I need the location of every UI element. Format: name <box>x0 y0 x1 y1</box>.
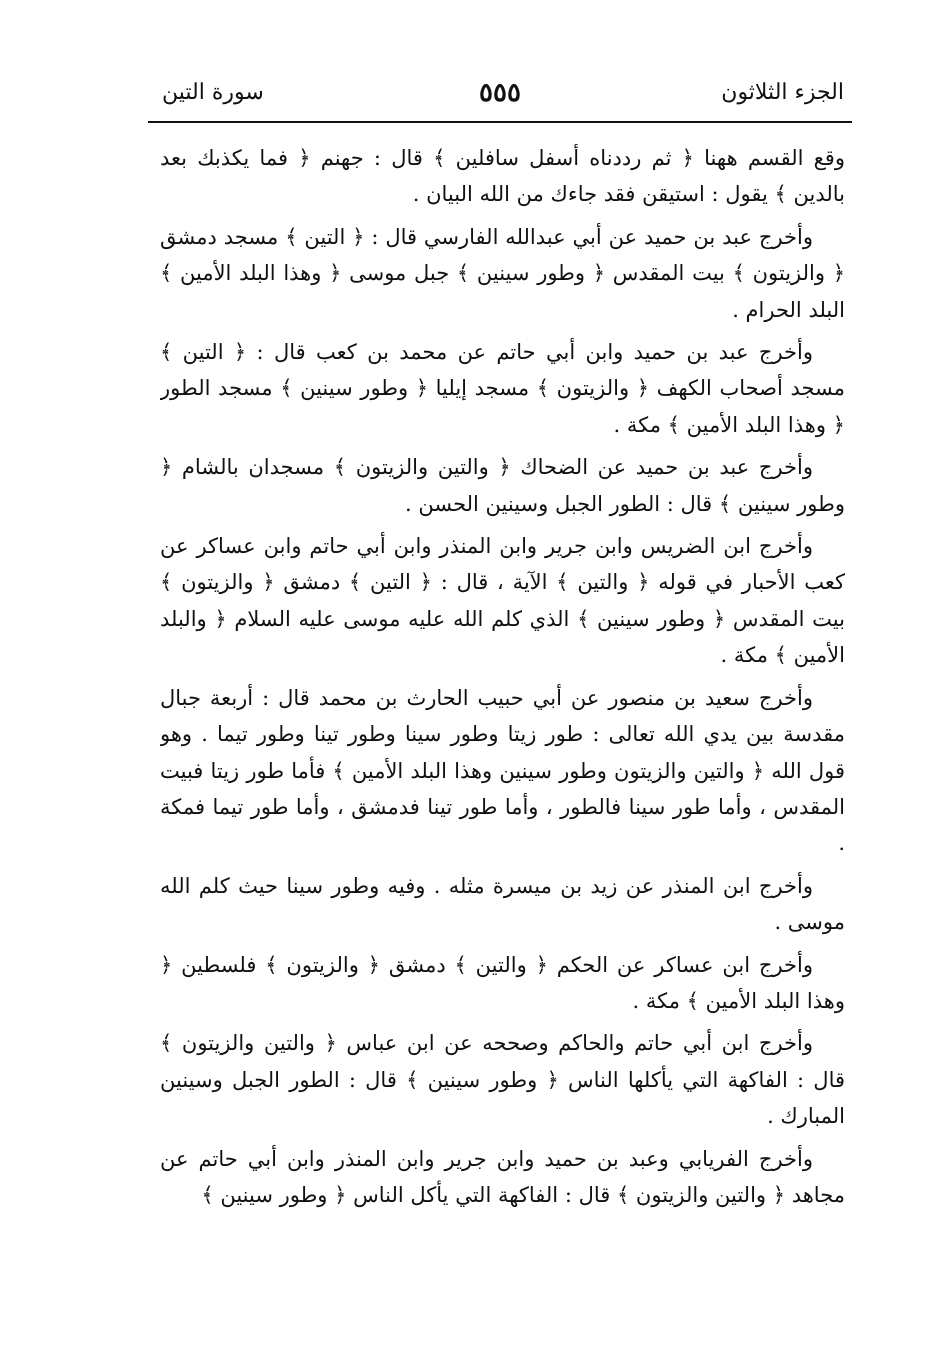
paragraph: وأخرج ابن الضريس وابن جرير وابن المنذر وابن أبي حاتم وابن عساكر عن كعب الأحبار في قوله ﴿ والتين ﴾ الآية ، قال : ﴿ التين ﴾ دمشق ﴿ والزيتون ﴾ بيت المقدس ﴿ وطور سينين ﴾ الذي كلم الله عليه موسى عليه السلام ﴿ والبلد الأمين ﴾ مكة . <box>160 534 845 668</box>
page-number: ٥٥٥ <box>479 78 521 108</box>
page-header <box>148 72 852 120</box>
paragraph: وأخرج ابن عساكر عن الحكم ﴿ والتين ﴾ دمشق ﴿ والزيتون ﴾ فلسطين ﴿ وهذا البلد الأمين ﴾ مكة . <box>160 952 845 1013</box>
paragraph: وأخرج عبد بن حميد عن أبي عبدالله الفارسي قال : ﴿ التين ﴾ مسجد دمشق ﴿ والزيتون ﴾ بيت المقدس ﴿ وطور سينين ﴾ جبل موسى ﴿ وهذا البلد الأمين ﴾ البلد الحرام . <box>160 224 845 322</box>
paragraph: وأخرج ابن المنذر عن زيد بن ميسرة مثله . وفيه وطور سينا حيث كلم الله موسى . <box>160 873 845 935</box>
paragraph: وأخرج ابن أبي حاتم والحاكم وصححه عن ابن عباس ﴿ والتين والزيتون ﴾ قال : الفاكهة التي يأكلها الناس ﴿ وطور سينين ﴾ قال : الطور الجبل وسينين المبارك . <box>160 1031 845 1129</box>
paragraph: وأخرج عبد بن حميد وابن أبي حاتم عن محمد بن كعب قال : ﴿ التين ﴾ مسجد أصحاب الكهف ﴿ والزيتون ﴾ مسجد إيليا ﴿ وطور سينين ﴾ مسجد الطور ﴿ وهذا البلد الأمين ﴾ مكة . <box>160 340 845 437</box>
paragraph: وأخرج سعيد بن منصور عن أبي حبيب الحارث بن محمد قال : أربعة جبال مقدسة بين يدي الله تعالى : طور زيتا وطور سينا وطور تينا وطور تيما . وهو قول الله ﴿ والتين والزيتون وطور سينين وهذا البلد الأمين ﴾ فأما طور زيتا فبيت المقدس ، وأما طور سينا فالطور ، وأما طور تينا فدمشق ، وأما طور تيما فمكة . <box>160 685 845 856</box>
part-title: الجزء الثلاثون <box>721 80 844 105</box>
paragraph: وأخرج عبد بن حميد عن الضحاك ﴿ والتين والزيتون ﴾ مسجدان بالشام ﴿ وطور سينين ﴾ قال : الطور الجبل وسينين الحسن . <box>160 455 845 516</box>
body-text <box>160 140 845 1280</box>
paragraph: وقع القسم ههنا ﴿ ثم رددناه أسفل سافلين ﴾ قال : جهنم ﴿ فما يكذبك بعد بالدين ﴾ يقول : استيقن فقد جاءك من الله البيان . <box>160 146 845 207</box>
surah-title: سورة التين <box>162 80 264 105</box>
header-divider <box>148 121 852 123</box>
paragraph: وأخرج الفريابي وعبد بن حميد وابن جرير وابن المنذر وابن أبي حاتم عن مجاهد ﴿ والتين والزيتون ﴾ قال : الفاكهة التي يأكل الناس ﴿ وطور سينين ﴾ <box>160 1146 845 1207</box>
